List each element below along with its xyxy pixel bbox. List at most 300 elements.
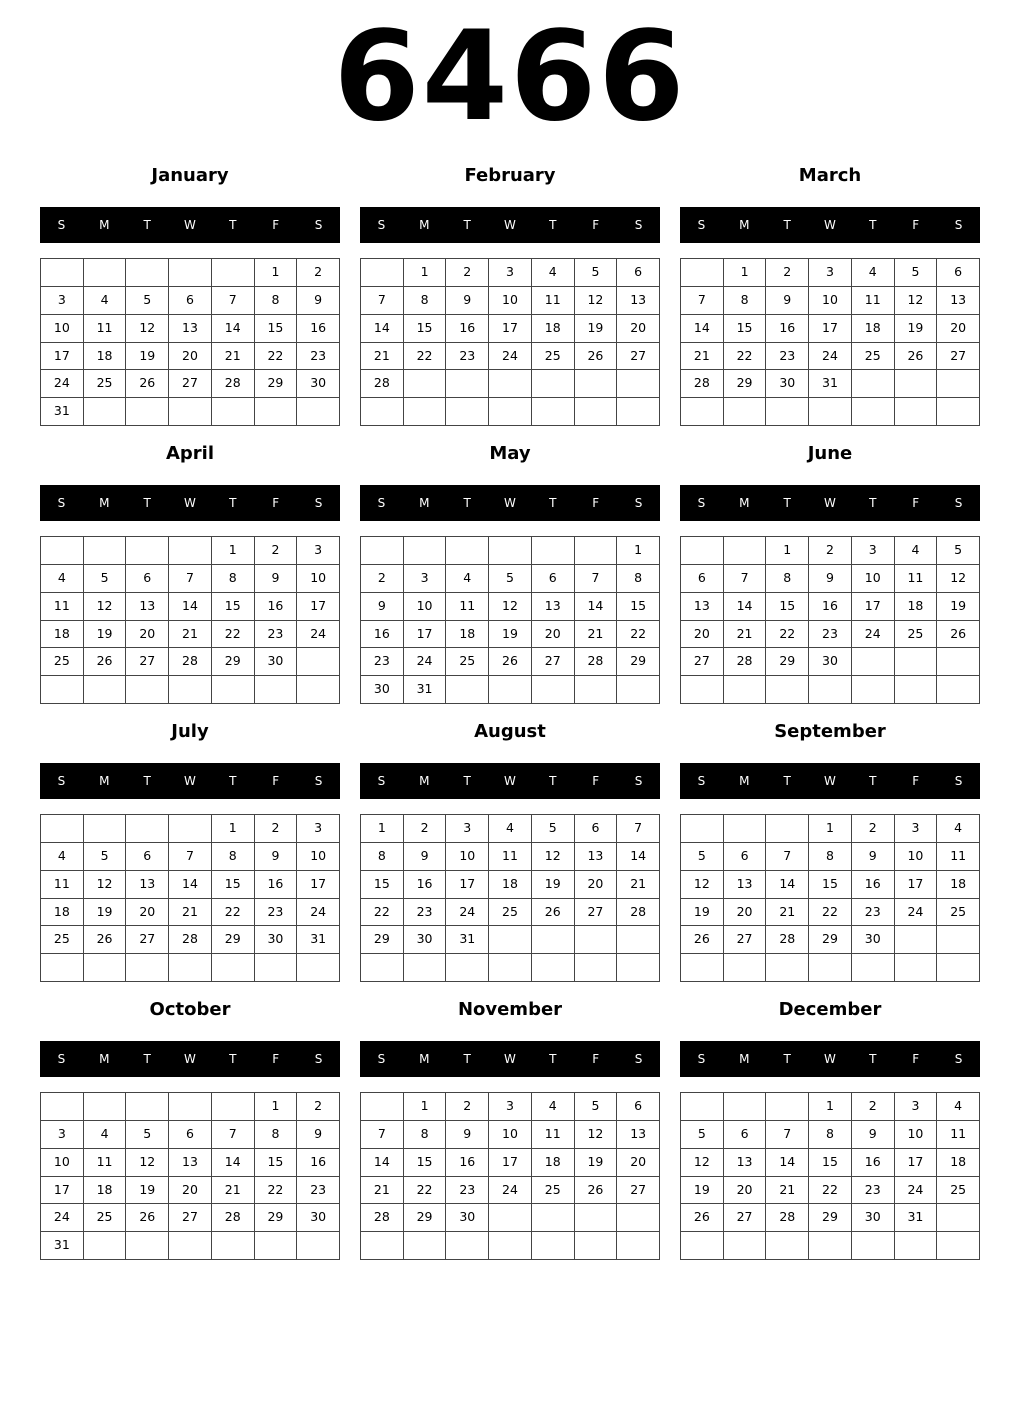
weekday-header xyxy=(360,1041,660,1077)
day-cell: 19 xyxy=(575,1149,618,1177)
day-cell: 28 xyxy=(212,370,255,398)
day-cell: 12 xyxy=(532,843,575,871)
empty-day-cell xyxy=(532,537,575,565)
weekday-label: W xyxy=(184,774,196,788)
weekday-label: T xyxy=(869,1052,877,1066)
day-cell: 27 xyxy=(126,648,169,676)
day-cell: 11 xyxy=(446,593,489,621)
day-cell: 31 xyxy=(297,926,340,954)
day-cell: 14 xyxy=(617,843,660,871)
day-cell: 23 xyxy=(446,1177,489,1205)
day-cell: 22 xyxy=(809,1177,852,1205)
empty-day-cell xyxy=(404,1232,447,1260)
empty-day-cell xyxy=(852,676,895,704)
weekday-label: S xyxy=(377,1052,386,1066)
weekday-label: M xyxy=(99,218,110,232)
weekday-label: W xyxy=(504,774,516,788)
day-cell: 6 xyxy=(532,565,575,593)
month-name: June xyxy=(807,443,853,464)
empty-day-cell xyxy=(575,370,618,398)
day-cell: 31 xyxy=(895,1204,938,1232)
day-cell: 30 xyxy=(255,648,298,676)
day-cell: 5 xyxy=(126,1121,169,1149)
empty-day-cell xyxy=(532,370,575,398)
day-cell: 13 xyxy=(724,871,767,899)
day-cell: 16 xyxy=(297,315,340,343)
day-cell: 17 xyxy=(895,871,938,899)
day-cell: 11 xyxy=(937,843,980,871)
empty-day-cell xyxy=(617,1204,660,1232)
day-cell: 21 xyxy=(169,899,212,927)
day-cell: 26 xyxy=(937,621,980,649)
day-cell: 22 xyxy=(212,621,255,649)
weekday-label: T xyxy=(549,496,557,510)
empty-day-cell xyxy=(766,954,809,982)
day-cell: 12 xyxy=(895,287,938,315)
empty-day-cell xyxy=(212,954,255,982)
empty-day-cell xyxy=(212,676,255,704)
empty-day-cell xyxy=(446,676,489,704)
day-cell: 1 xyxy=(361,815,404,843)
empty-day-cell xyxy=(169,1093,212,1121)
day-cell: 19 xyxy=(84,899,127,927)
empty-day-cell xyxy=(724,1232,767,1260)
day-cell: 10 xyxy=(895,843,938,871)
empty-day-cell xyxy=(937,676,980,704)
day-cell: 15 xyxy=(255,1149,298,1177)
weekday-label: S xyxy=(954,496,963,510)
weekday-label: T xyxy=(143,496,151,510)
day-cell: 2 xyxy=(361,565,404,593)
day-cell: 21 xyxy=(766,1177,809,1205)
empty-day-cell xyxy=(766,398,809,426)
empty-day-cell xyxy=(617,954,660,982)
weekday-label: T xyxy=(463,496,471,510)
day-cell: 7 xyxy=(361,1121,404,1149)
day-cell: 15 xyxy=(361,871,404,899)
empty-day-cell xyxy=(41,815,84,843)
day-cell: 8 xyxy=(255,287,298,315)
day-cell: 25 xyxy=(852,343,895,371)
day-cell: 1 xyxy=(212,537,255,565)
day-cell: 12 xyxy=(681,1149,724,1177)
empty-day-cell xyxy=(681,537,724,565)
day-cell: 29 xyxy=(255,1204,298,1232)
day-cell: 18 xyxy=(852,315,895,343)
day-cell: 25 xyxy=(937,899,980,927)
weekday-label: S xyxy=(57,496,66,510)
day-cell: 6 xyxy=(126,565,169,593)
day-cell: 20 xyxy=(617,1149,660,1177)
weekday-label: S xyxy=(377,774,386,788)
weekday-label: F xyxy=(912,1052,920,1066)
day-cell: 14 xyxy=(766,871,809,899)
month-name: February xyxy=(464,165,556,186)
day-cell: 24 xyxy=(895,1177,938,1205)
day-cell: 13 xyxy=(126,593,169,621)
day-cell: 14 xyxy=(361,1149,404,1177)
day-cell: 6 xyxy=(126,843,169,871)
day-cell: 18 xyxy=(41,899,84,927)
empty-day-cell xyxy=(532,1204,575,1232)
weekday-label: T xyxy=(229,218,237,232)
day-cell: 17 xyxy=(297,871,340,899)
day-cell: 19 xyxy=(126,1177,169,1205)
empty-day-cell xyxy=(489,370,532,398)
month-october xyxy=(40,994,340,1264)
day-cell: 13 xyxy=(617,287,660,315)
day-grid xyxy=(680,1092,980,1260)
day-cell: 19 xyxy=(895,315,938,343)
day-cell: 7 xyxy=(169,843,212,871)
empty-day-cell xyxy=(297,648,340,676)
empty-day-cell xyxy=(446,1232,489,1260)
day-cell: 4 xyxy=(895,537,938,565)
day-cell: 14 xyxy=(681,315,724,343)
month-name: January xyxy=(151,165,229,186)
day-cell: 31 xyxy=(41,398,84,426)
empty-day-cell xyxy=(937,398,980,426)
empty-day-cell xyxy=(169,954,212,982)
empty-day-cell xyxy=(681,259,724,287)
day-cell: 19 xyxy=(681,1177,724,1205)
day-cell: 5 xyxy=(575,1093,618,1121)
empty-day-cell xyxy=(575,1232,618,1260)
day-cell: 15 xyxy=(255,315,298,343)
day-cell: 21 xyxy=(212,1177,255,1205)
day-grid xyxy=(360,1092,660,1260)
empty-day-cell xyxy=(404,370,447,398)
day-cell: 8 xyxy=(404,1121,447,1149)
day-cell: 4 xyxy=(41,565,84,593)
empty-day-cell xyxy=(361,1093,404,1121)
day-cell: 3 xyxy=(297,537,340,565)
day-cell: 26 xyxy=(84,648,127,676)
day-cell: 16 xyxy=(852,1149,895,1177)
day-cell: 24 xyxy=(852,621,895,649)
day-cell: 9 xyxy=(852,843,895,871)
empty-day-cell xyxy=(617,1232,660,1260)
day-cell: 23 xyxy=(809,621,852,649)
month-name: July xyxy=(171,721,209,742)
day-cell: 27 xyxy=(724,926,767,954)
day-cell: 3 xyxy=(297,815,340,843)
weekday-header xyxy=(360,763,660,799)
day-cell: 23 xyxy=(255,621,298,649)
day-cell: 21 xyxy=(212,343,255,371)
weekday-label: S xyxy=(314,1052,323,1066)
empty-day-cell xyxy=(41,537,84,565)
month-february xyxy=(360,160,660,430)
empty-day-cell xyxy=(532,398,575,426)
day-cell: 1 xyxy=(809,1093,852,1121)
empty-day-cell xyxy=(41,259,84,287)
empty-day-cell xyxy=(169,815,212,843)
empty-day-cell xyxy=(617,676,660,704)
day-cell: 15 xyxy=(809,871,852,899)
weekday-header xyxy=(680,1041,980,1077)
empty-day-cell xyxy=(126,537,169,565)
weekday-label: T xyxy=(549,218,557,232)
day-cell: 5 xyxy=(126,287,169,315)
day-cell: 5 xyxy=(84,843,127,871)
day-cell: 10 xyxy=(446,843,489,871)
weekday-label: T xyxy=(229,1052,237,1066)
day-cell: 17 xyxy=(809,315,852,343)
weekday-label: W xyxy=(504,496,516,510)
day-cell: 24 xyxy=(446,899,489,927)
empty-day-cell xyxy=(852,954,895,982)
day-cell: 23 xyxy=(446,343,489,371)
day-cell: 14 xyxy=(212,1149,255,1177)
day-cell: 21 xyxy=(724,621,767,649)
day-cell: 28 xyxy=(212,1204,255,1232)
empty-day-cell xyxy=(724,676,767,704)
day-cell: 9 xyxy=(766,287,809,315)
empty-day-cell xyxy=(84,259,127,287)
day-cell: 15 xyxy=(809,1149,852,1177)
empty-day-cell xyxy=(852,648,895,676)
day-cell: 18 xyxy=(895,593,938,621)
day-cell: 15 xyxy=(404,1149,447,1177)
day-cell: 12 xyxy=(126,315,169,343)
day-cell: 20 xyxy=(617,315,660,343)
day-cell: 7 xyxy=(169,565,212,593)
day-grid xyxy=(680,814,980,982)
empty-day-cell xyxy=(724,815,767,843)
day-cell: 22 xyxy=(724,343,767,371)
empty-day-cell xyxy=(532,954,575,982)
weekday-label: S xyxy=(954,774,963,788)
month-name: May xyxy=(489,443,531,464)
day-cell: 9 xyxy=(255,565,298,593)
day-cell: 6 xyxy=(575,815,618,843)
weekday-label: S xyxy=(57,1052,66,1066)
empty-day-cell xyxy=(41,676,84,704)
day-cell: 1 xyxy=(766,537,809,565)
empty-day-cell xyxy=(895,398,938,426)
day-cell: 28 xyxy=(766,926,809,954)
weekday-header xyxy=(360,207,660,243)
day-cell: 26 xyxy=(681,926,724,954)
day-cell: 4 xyxy=(489,815,532,843)
day-cell: 19 xyxy=(532,871,575,899)
day-cell: 23 xyxy=(297,1177,340,1205)
empty-day-cell xyxy=(84,676,127,704)
day-cell: 26 xyxy=(895,343,938,371)
day-cell: 15 xyxy=(212,593,255,621)
month-name: March xyxy=(798,165,862,186)
weekday-label: M xyxy=(99,496,110,510)
day-cell: 19 xyxy=(84,621,127,649)
empty-day-cell xyxy=(937,1204,980,1232)
day-cell: 28 xyxy=(766,1204,809,1232)
day-cell: 16 xyxy=(809,593,852,621)
day-cell: 13 xyxy=(724,1149,767,1177)
day-cell: 4 xyxy=(41,843,84,871)
day-cell: 29 xyxy=(404,1204,447,1232)
day-cell: 18 xyxy=(937,871,980,899)
day-cell: 20 xyxy=(681,621,724,649)
weekday-label: F xyxy=(912,496,920,510)
empty-day-cell xyxy=(489,676,532,704)
empty-day-cell xyxy=(937,954,980,982)
day-cell: 15 xyxy=(617,593,660,621)
weekday-label: T xyxy=(549,1052,557,1066)
weekday-header xyxy=(40,485,340,521)
day-cell: 16 xyxy=(404,871,447,899)
empty-day-cell xyxy=(126,259,169,287)
day-cell: 8 xyxy=(404,287,447,315)
empty-day-cell xyxy=(84,398,127,426)
empty-day-cell xyxy=(724,1093,767,1121)
day-cell: 14 xyxy=(766,1149,809,1177)
day-cell: 16 xyxy=(255,593,298,621)
day-grid xyxy=(360,536,660,704)
empty-day-cell xyxy=(446,398,489,426)
weekday-header xyxy=(40,207,340,243)
empty-day-cell xyxy=(297,1232,340,1260)
day-cell: 28 xyxy=(681,370,724,398)
empty-day-cell xyxy=(446,537,489,565)
weekday-label: T xyxy=(869,774,877,788)
weekday-label: T xyxy=(463,218,471,232)
empty-day-cell xyxy=(84,1093,127,1121)
weekday-label: T xyxy=(549,774,557,788)
weekday-label: S xyxy=(697,774,706,788)
day-cell: 11 xyxy=(852,287,895,315)
day-cell: 16 xyxy=(852,871,895,899)
day-cell: 3 xyxy=(895,1093,938,1121)
day-cell: 6 xyxy=(617,1093,660,1121)
day-cell: 1 xyxy=(404,1093,447,1121)
empty-day-cell xyxy=(169,1232,212,1260)
empty-day-cell xyxy=(255,954,298,982)
day-cell: 24 xyxy=(297,899,340,927)
month-july xyxy=(40,716,340,986)
day-cell: 6 xyxy=(681,565,724,593)
day-cell: 11 xyxy=(41,593,84,621)
month-may xyxy=(360,438,660,708)
day-cell: 6 xyxy=(617,259,660,287)
empty-day-cell xyxy=(489,1232,532,1260)
day-cell: 30 xyxy=(297,370,340,398)
day-cell: 18 xyxy=(84,343,127,371)
day-cell: 3 xyxy=(446,815,489,843)
empty-day-cell xyxy=(766,676,809,704)
weekday-label: T xyxy=(143,1052,151,1066)
day-cell: 10 xyxy=(404,593,447,621)
weekday-label: S xyxy=(954,218,963,232)
day-cell: 16 xyxy=(361,621,404,649)
day-cell: 30 xyxy=(852,926,895,954)
empty-day-cell xyxy=(489,398,532,426)
day-cell: 11 xyxy=(84,1149,127,1177)
day-cell: 25 xyxy=(84,1204,127,1232)
day-cell: 23 xyxy=(766,343,809,371)
empty-day-cell xyxy=(169,259,212,287)
day-cell: 7 xyxy=(212,1121,255,1149)
day-cell: 20 xyxy=(724,899,767,927)
day-cell: 15 xyxy=(766,593,809,621)
day-cell: 7 xyxy=(212,287,255,315)
day-cell: 4 xyxy=(532,1093,575,1121)
weekday-label: M xyxy=(99,1052,110,1066)
day-cell: 8 xyxy=(617,565,660,593)
day-cell: 18 xyxy=(41,621,84,649)
day-cell: 29 xyxy=(809,1204,852,1232)
empty-day-cell xyxy=(617,370,660,398)
day-cell: 10 xyxy=(489,287,532,315)
day-cell: 16 xyxy=(446,1149,489,1177)
day-cell: 4 xyxy=(532,259,575,287)
empty-day-cell xyxy=(212,1232,255,1260)
day-cell: 24 xyxy=(489,1177,532,1205)
day-cell: 26 xyxy=(489,648,532,676)
day-cell: 1 xyxy=(404,259,447,287)
weekday-label: M xyxy=(419,218,430,232)
day-cell: 5 xyxy=(489,565,532,593)
empty-day-cell xyxy=(255,1232,298,1260)
day-cell: 24 xyxy=(895,899,938,927)
empty-day-cell xyxy=(895,954,938,982)
day-cell: 12 xyxy=(489,593,532,621)
day-cell: 10 xyxy=(489,1121,532,1149)
day-cell: 29 xyxy=(724,370,767,398)
weekday-label: F xyxy=(272,774,280,788)
empty-day-cell xyxy=(681,1232,724,1260)
day-cell: 22 xyxy=(404,1177,447,1205)
day-cell: 11 xyxy=(895,565,938,593)
empty-day-cell xyxy=(404,398,447,426)
month-december xyxy=(680,994,980,1264)
empty-day-cell xyxy=(489,926,532,954)
day-cell: 7 xyxy=(575,565,618,593)
day-cell: 25 xyxy=(446,648,489,676)
weekday-label: M xyxy=(739,1052,750,1066)
empty-day-cell xyxy=(575,537,618,565)
weekday-label: T xyxy=(143,774,151,788)
empty-day-cell xyxy=(169,398,212,426)
day-cell: 3 xyxy=(852,537,895,565)
empty-day-cell xyxy=(446,954,489,982)
day-cell: 13 xyxy=(681,593,724,621)
day-cell: 12 xyxy=(126,1149,169,1177)
day-cell: 4 xyxy=(852,259,895,287)
day-cell: 16 xyxy=(446,315,489,343)
weekday-label: T xyxy=(869,496,877,510)
day-cell: 6 xyxy=(724,1121,767,1149)
weekday-label: T xyxy=(783,218,791,232)
day-cell: 15 xyxy=(404,315,447,343)
day-cell: 10 xyxy=(297,565,340,593)
day-cell: 28 xyxy=(617,899,660,927)
day-cell: 17 xyxy=(41,1177,84,1205)
day-cell: 31 xyxy=(809,370,852,398)
day-cell: 18 xyxy=(446,621,489,649)
empty-day-cell xyxy=(681,398,724,426)
empty-day-cell xyxy=(895,370,938,398)
empty-day-cell xyxy=(489,537,532,565)
day-grid xyxy=(360,258,660,426)
day-cell: 9 xyxy=(809,565,852,593)
weekday-label: W xyxy=(824,496,836,510)
day-cell: 9 xyxy=(852,1121,895,1149)
day-cell: 6 xyxy=(169,287,212,315)
day-cell: 25 xyxy=(532,343,575,371)
day-cell: 22 xyxy=(809,899,852,927)
day-cell: 2 xyxy=(852,815,895,843)
